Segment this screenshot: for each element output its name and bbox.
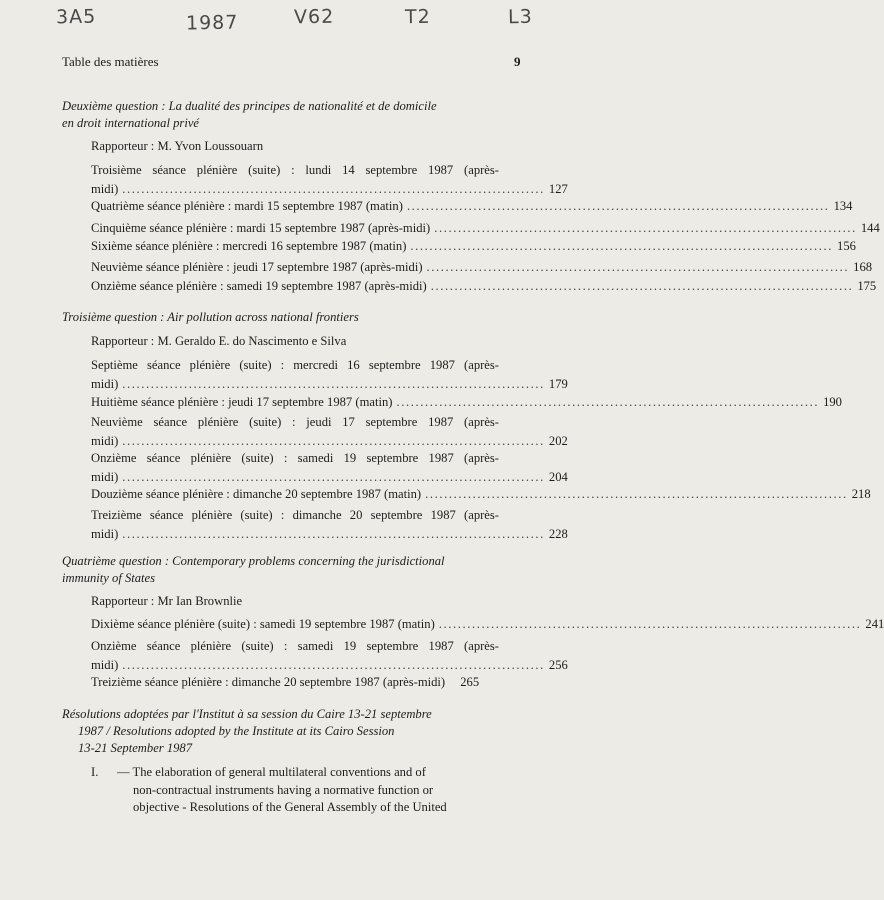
section-title-line: en droit international privé [62,116,199,130]
entry-page: 228 [548,526,568,541]
leader-dots: ......................................................................................... [438,617,862,631]
running-title: Table des matières [62,54,159,69]
entry-text: Troisième séance plénière (suite) : lundi 14 septembre 1987 (après- [91,163,499,177]
section-title [62,98,524,132]
section-title [62,553,524,587]
leader-dots: ......................................................................................... [430,279,854,293]
section-title-line: immunity of States [62,571,156,585]
leader-dots: ......................................................................................... [434,221,857,235]
toc-entry [91,356,568,393]
handwritten-note: V62 [293,5,335,29]
rapporteur: Rapporteur : M. Yvon Loussouarn [91,139,264,153]
handwritten-note: 1987 [185,11,239,35]
leader-dots: ......................................................................................... [122,181,545,196]
section-title [62,309,508,326]
leader-dots: ......................................................................................... [122,376,545,391]
entry-text: Onzième séance plénière (suite) : samedi 19 septembre 1987 (après- [91,639,499,653]
entry-page: 156 [837,239,856,253]
toc-entry [91,237,856,256]
leader-dots: ......................................................................................... [406,199,830,213]
leader-dots: ......................................................................................... [410,239,834,253]
entry-continuation: midi) [91,657,119,672]
entry-page: 241 [865,617,884,631]
entry-text: Treizième séance plénière (suite) : dimanche 20 septembre 1987 (après- [91,508,499,522]
toc-entry [91,219,880,238]
entry-text: Dixième séance plénière (suite) : samedi 19 septembre 1987 (matin) [91,617,435,631]
entry-text: Onzième séance plénière (suite) : samedi 19 septembre 1987 (après- [91,451,499,465]
handwritten-note: L3 [507,5,533,29]
entry-page: 218 [851,487,871,501]
handwritten-note: 3A5 [55,5,97,29]
entry-page: 204 [548,469,568,484]
entry-page: 127 [548,181,568,196]
entry-page: 144 [860,221,880,235]
rapporteur: Rapporteur : M. Geraldo E. do Nascimento e Silva [91,334,347,348]
resolution-line: objective - Resolutions of the General Assembly of the United [133,800,447,814]
leader-dots: ......................................................................................... [425,487,848,501]
toc-entry [91,485,871,504]
handwritten-note: T2 [404,5,431,29]
leader-dots: ......................................................................................... [396,395,820,409]
entry-text: Treizième séance plénière : dimanche 20 septembre 1987 (après-midi) [91,675,446,689]
entry-text: Cinquième séance plénière : mardi 15 septembre 1987 (après-midi) [91,221,431,235]
entry-continuation: midi) [91,526,119,541]
section-title-line: Résolutions adoptées par l'Institut à sa session du Caire 13-21 septembre [62,707,432,721]
leader-dots: ......................................................................................... [426,260,850,274]
entry-continuation: midi) [91,433,119,448]
entry-text: Onzième séance plénière : samedi 19 septembre 1987 (après-midi) [91,279,427,293]
entry-page: 190 [823,395,842,409]
leader-dots: ......................................................................................... [122,469,545,484]
section-title-line: Quatrième question : Contemporary problems concerning the jurisdictional [62,554,445,568]
toc-entry [91,413,568,450]
entry-text: Septième séance plénière (suite) : mercredi 16 septembre 1987 (après- [91,358,499,372]
entry-text: Douzième séance plénière : dimanche 20 septembre 1987 (matin) [91,487,422,501]
entry-page: 134 [833,199,853,213]
entry-text: Huitième séance plénière : jeudi 17 septembre 1987 (matin) [91,395,393,409]
toc-entry [91,449,568,486]
entry-text: Quatrième séance plénière : mardi 15 septembre 1987 (matin) [91,199,403,213]
toc-entry [91,637,568,674]
entry-continuation: midi) [91,469,119,484]
entry-page: 175 [857,279,877,293]
entry-page: 256 [548,657,568,672]
toc-entry [91,506,568,543]
section-title-line: Deuxième question : La dualité des principes de nationalité et de domicile [62,99,437,113]
toc-entry [91,161,568,198]
entry-page: 265 [460,675,480,689]
toc-entry [91,197,853,216]
page-number: 9 [514,54,521,69]
entry-continuation: midi) [91,376,119,391]
resolutions-title [62,706,518,757]
section-title-line: 1987 / Resolutions adopted by the Institute at its Cairo Session [78,724,395,738]
entry-page: 202 [548,433,568,448]
section-title-line: 13-21 September 1987 [78,741,193,755]
toc-entry [91,393,842,412]
entry-text: Sixième séance plénière : mercredi 16 septembre 1987 (matin) [91,239,407,253]
entry-continuation: midi) [91,181,119,196]
toc-entry [91,673,527,692]
toc-entry [91,615,884,634]
entry-page: 168 [853,260,873,274]
toc-entry [91,277,877,296]
toc-entry [91,258,873,277]
leader-dots: ......................................................................................... [122,433,545,448]
resolution-number: I. [91,765,99,779]
resolution-item [91,764,505,817]
leader-dots: ......................................................................................... [122,657,545,672]
leader-dots: ......................................................................................... [122,526,545,541]
resolution-line: — The elaboration of general multilateral conventions and of [117,765,426,779]
resolution-line: non-contractual instruments having a normative function or [133,782,434,797]
section-title-line: Troisième question : Air pollution across national frontiers [62,310,359,324]
entry-page: 179 [548,376,568,391]
entry-text: Neuvième séance plénière : jeudi 17 septembre 1987 (après-midi) [91,260,423,274]
rapporteur: Rapporteur : Mr Ian Brownlie [91,594,243,608]
entry-text: Neuvième séance plénière (suite) : jeudi 17 septembre 1987 (après- [91,415,499,429]
